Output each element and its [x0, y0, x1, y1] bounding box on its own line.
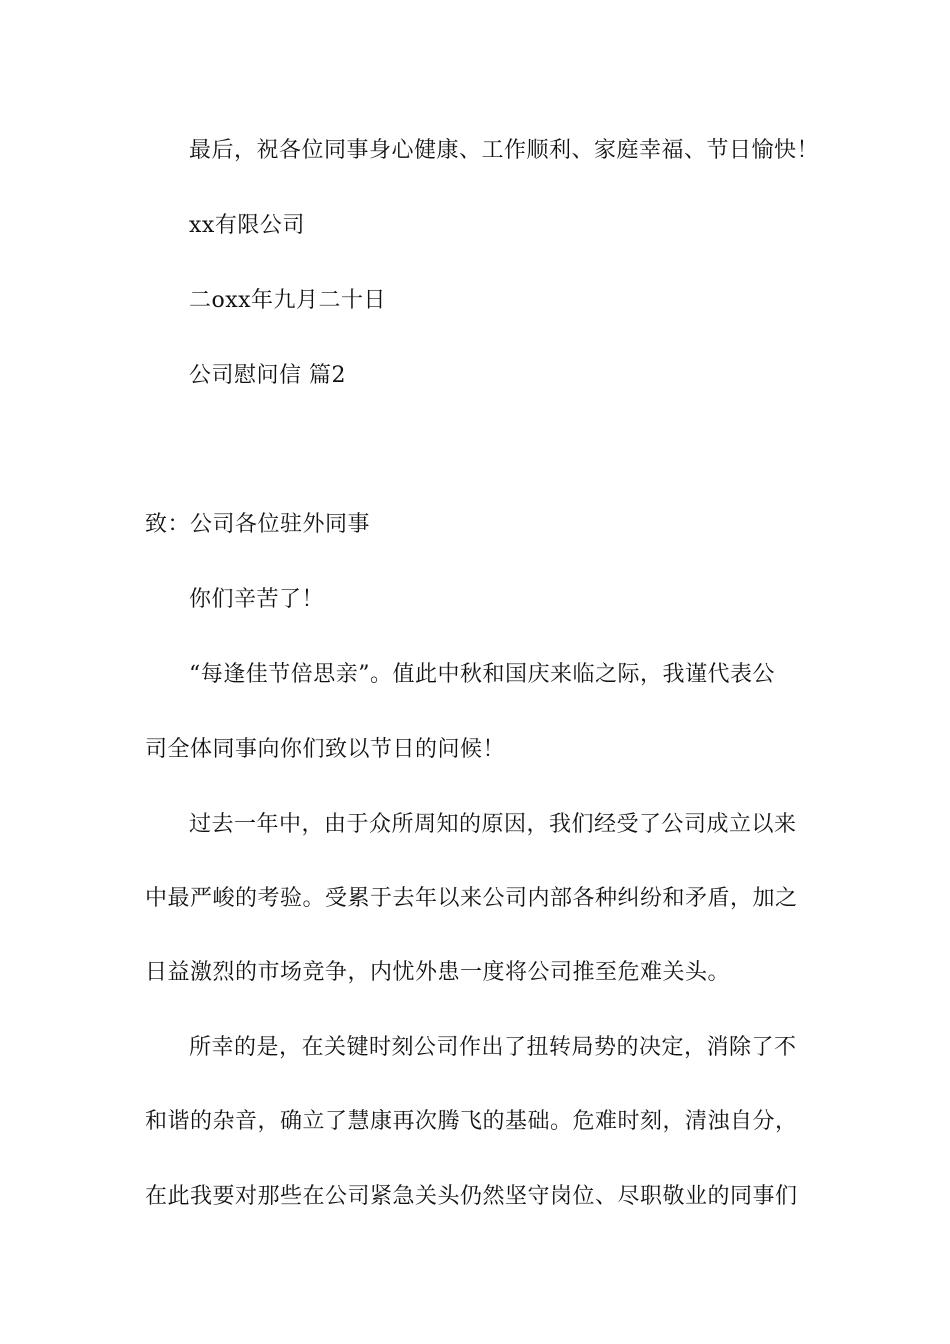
letter-date: 二oxx年九月二十日	[189, 288, 387, 313]
paragraph-line: 日益激烈的市场竞争，内忧外患一度将公司推至危难关头。	[145, 960, 731, 985]
company-signature: xx有限公司	[189, 213, 305, 238]
paragraph-line: 过去一年中，由于众所周知的原因，我们经受了公司成立以来	[189, 812, 797, 837]
closing-wishes: 最后，祝各位同事身心健康、工作顺利、家庭幸福、节日愉快！	[189, 138, 820, 163]
salutation: 致：公司各位驻外同事	[145, 512, 371, 537]
section-heading: 公司慰问信 篇2	[189, 363, 346, 388]
paragraph-line: “每逢佳节倍思亲”。值此中秋和国庆来临之际，我谨代表公	[189, 662, 775, 687]
paragraph-line: 中最严峻的考验。受累于去年以来公司内部各种纠纷和矛盾，加之	[145, 886, 798, 911]
paragraph-line: 所幸的是，在关键时刻公司作出了扭转局势的决定，消除了不	[189, 1035, 797, 1060]
paragraph-line: 在此我要对那些在公司紧急关头仍然坚守岗位、尽职敬业的同事们	[145, 1184, 798, 1209]
greeting-line: 你们辛苦了！	[189, 587, 325, 612]
paragraph-line: 和谐的杂音，确立了慧康再次腾飞的基础。危难时刻，清浊自分，	[145, 1109, 798, 1134]
paragraph-line: 司全体同事向你们致以节日的问候！	[145, 737, 506, 762]
